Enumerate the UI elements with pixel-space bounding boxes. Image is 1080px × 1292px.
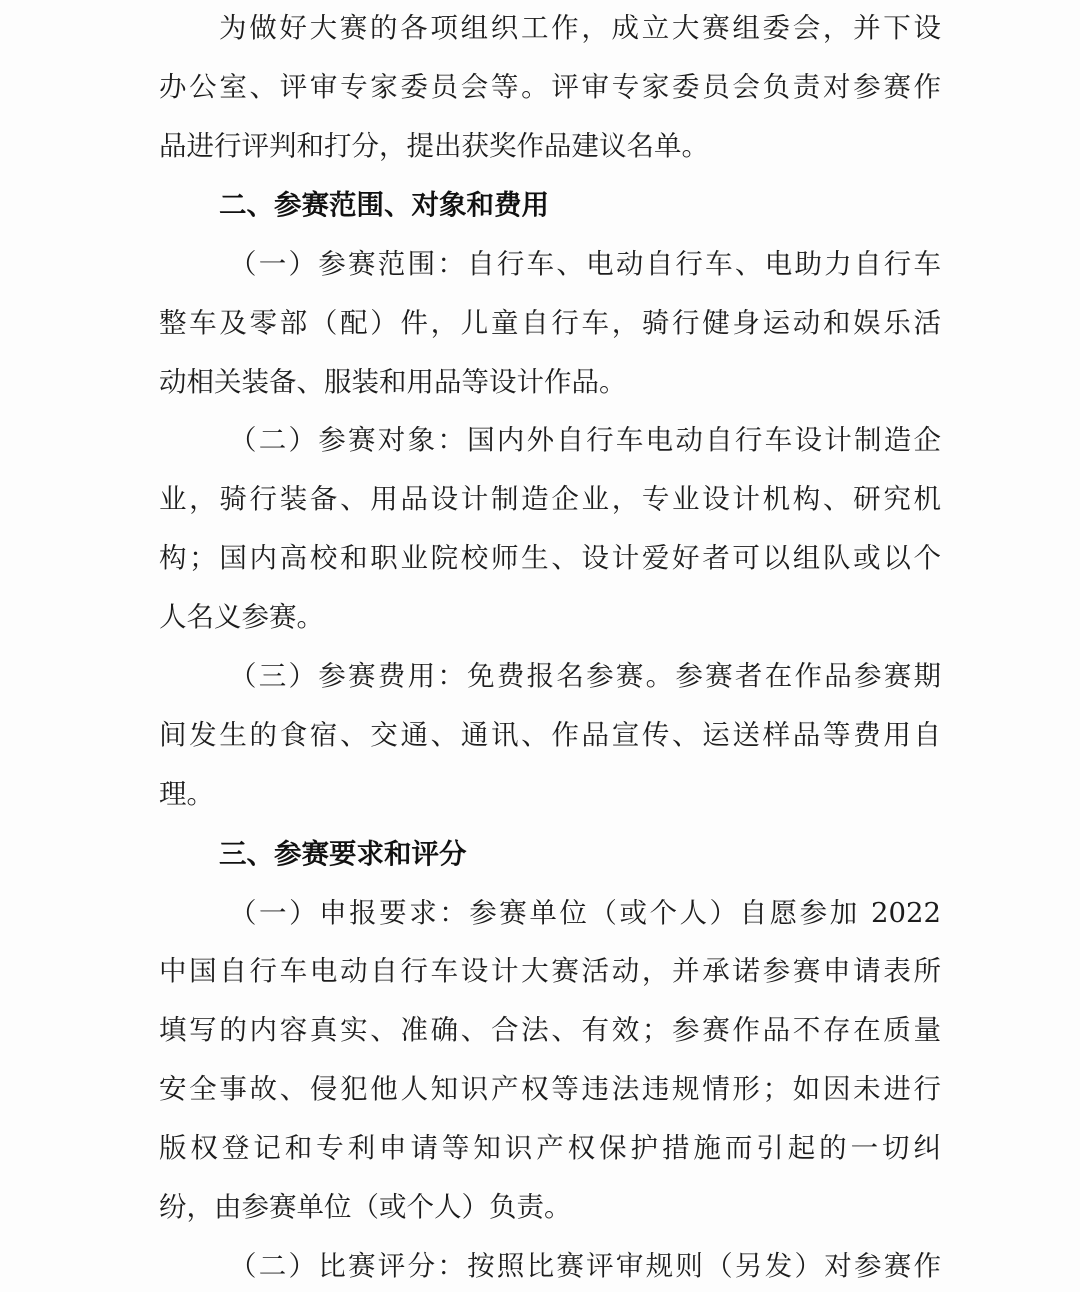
text-line: 人名义参赛。: [159, 601, 324, 633]
text-line: 间发生的食宿、交通、通讯、作品宣传、运送样品等费用自: [159, 719, 941, 751]
text-line: 品进行评判和打分，提出获奖作品建议名单。: [159, 130, 709, 162]
text-line: （一）参赛范围：自行车、电动自行车、电助力自行车: [229, 248, 941, 280]
section-heading: 三、参赛要求和评分: [219, 838, 467, 870]
text-line: 安全事故、侵犯他人知识产权等违法违规情形；如因未进行: [159, 1073, 941, 1105]
text-line: 纷，由参赛单位（或个人）负责。: [159, 1191, 572, 1223]
text-line: 为做好大赛的各项组织工作，成立大赛组委会，并下设: [219, 12, 941, 44]
text-line: 理。: [159, 778, 214, 810]
text-line: 动相关装备、服装和用品等设计作品。: [159, 366, 627, 398]
text-line: 办公室、评审专家委员会等。评审专家委员会负责对参赛作: [159, 71, 941, 103]
text-line: （二）比赛评分：按照比赛评审规则（另发）对参赛作: [229, 1250, 941, 1282]
text-line: （一）申报要求：参赛单位（或个人）自愿参加 2022: [229, 897, 941, 929]
text-line: 整车及零部（配）件，儿童自行车，骑行健身运动和娱乐活: [159, 307, 941, 339]
text-line: 填写的内容真实、准确、合法、有效；参赛作品不存在质量: [159, 1014, 941, 1046]
text-line: 中国自行车电动自行车设计大赛活动，并承诺参赛申请表所: [159, 955, 941, 987]
text-line: 版权登记和专利申请等知识产权保护措施而引起的一切纠: [159, 1132, 941, 1164]
section-heading: 二、参赛范围、对象和费用: [219, 189, 549, 221]
text-line: （三）参赛费用：免费报名参赛。参赛者在作品参赛期: [229, 660, 941, 692]
text-line: （二）参赛对象：国内外自行车电动自行车设计制造企: [229, 424, 941, 456]
text-line: 业，骑行装备、用品设计制造企业，专业设计机构、研究机: [159, 483, 941, 515]
text-line: 构；国内高校和职业院校师生、设计爱好者可以组队或以个: [159, 542, 941, 574]
